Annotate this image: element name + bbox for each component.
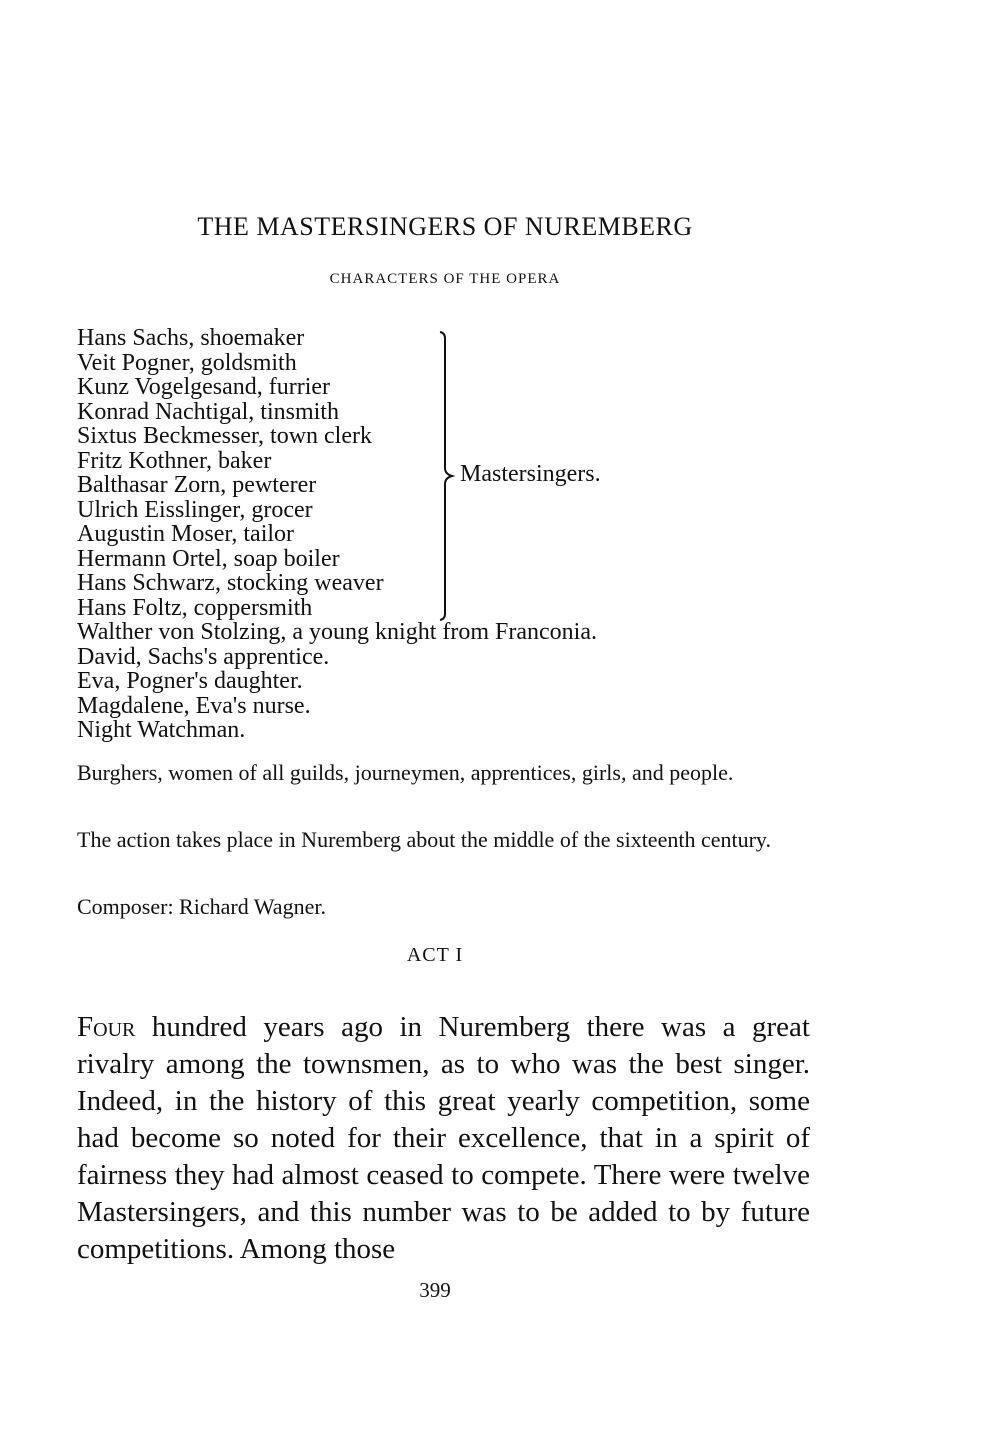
cast-list [77, 326, 597, 743]
setting-note: The action takes place in Nuremberg about the middle of the sixteenth century. [77, 827, 771, 852]
lead-word: Four [77, 1011, 136, 1043]
composer-note: Composer: Richard Wagner. [77, 894, 326, 919]
cast-item: Fritz Kothner, baker [77, 447, 272, 474]
act-heading: ACT I [406, 944, 464, 966]
cast-item: Eva, Pogner's daughter. [77, 668, 303, 694]
cast-item: Hans Foltz, coppersmith [77, 594, 313, 621]
cast-item: David, Sachs's apprentice. [77, 643, 330, 670]
cast-item: Hermann Ortel, soap boiler [77, 545, 340, 572]
act-text: hundred years ago in Nuremberg there was a great rivalry among the townsmen, as to who was the best singer. Indeed, in the history of this great yearly competition, some had become so noted for their excellence, that in a spirit of fairness they had almost ceased to compete. There were twelve Mastersingers, and this number was to be added to by future competitions. Among those [77, 1011, 810, 1265]
cast-item: Walther von Stolzing, a young knight from Franconia. [77, 619, 597, 645]
cast-item: Balthasar Zorn, pewterer [77, 472, 317, 498]
page-title: THE MASTERSINGERS OF NUREMBERG [197, 212, 693, 241]
cast-item: Magdalene, Eva's nurse. [77, 692, 311, 719]
page-subtitle: CHARACTERS OF THE OPERA [329, 271, 561, 287]
cast-item: Ulrich Eisslinger, grocer [77, 496, 313, 523]
cast-item: Hans Sachs, shoemaker [77, 325, 305, 351]
cast-item: Night Watchman. [77, 717, 246, 743]
chorus-note: Burghers, women of all guilds, journeymen, apprentices, girls, and people. [77, 760, 734, 785]
mastersingers-label: Mastersingers. [460, 461, 601, 487]
cast-item: Hans Schwarz, stocking weaver [77, 570, 384, 596]
cast-item: Kunz Vogelgesand, furrier [77, 374, 331, 400]
cast-item: Konrad Nachtigal, tinsmith [77, 398, 339, 425]
page-number: 399 [419, 1278, 451, 1302]
cast-item: Augustin Moser, tailor [77, 521, 295, 547]
brace-bracket [438, 330, 458, 622]
cast-item: Sixtus Beckmesser, town clerk [77, 423, 372, 449]
cast-item: Veit Pogner, goldsmith [77, 349, 297, 376]
act-body-text [77, 1009, 810, 1268]
